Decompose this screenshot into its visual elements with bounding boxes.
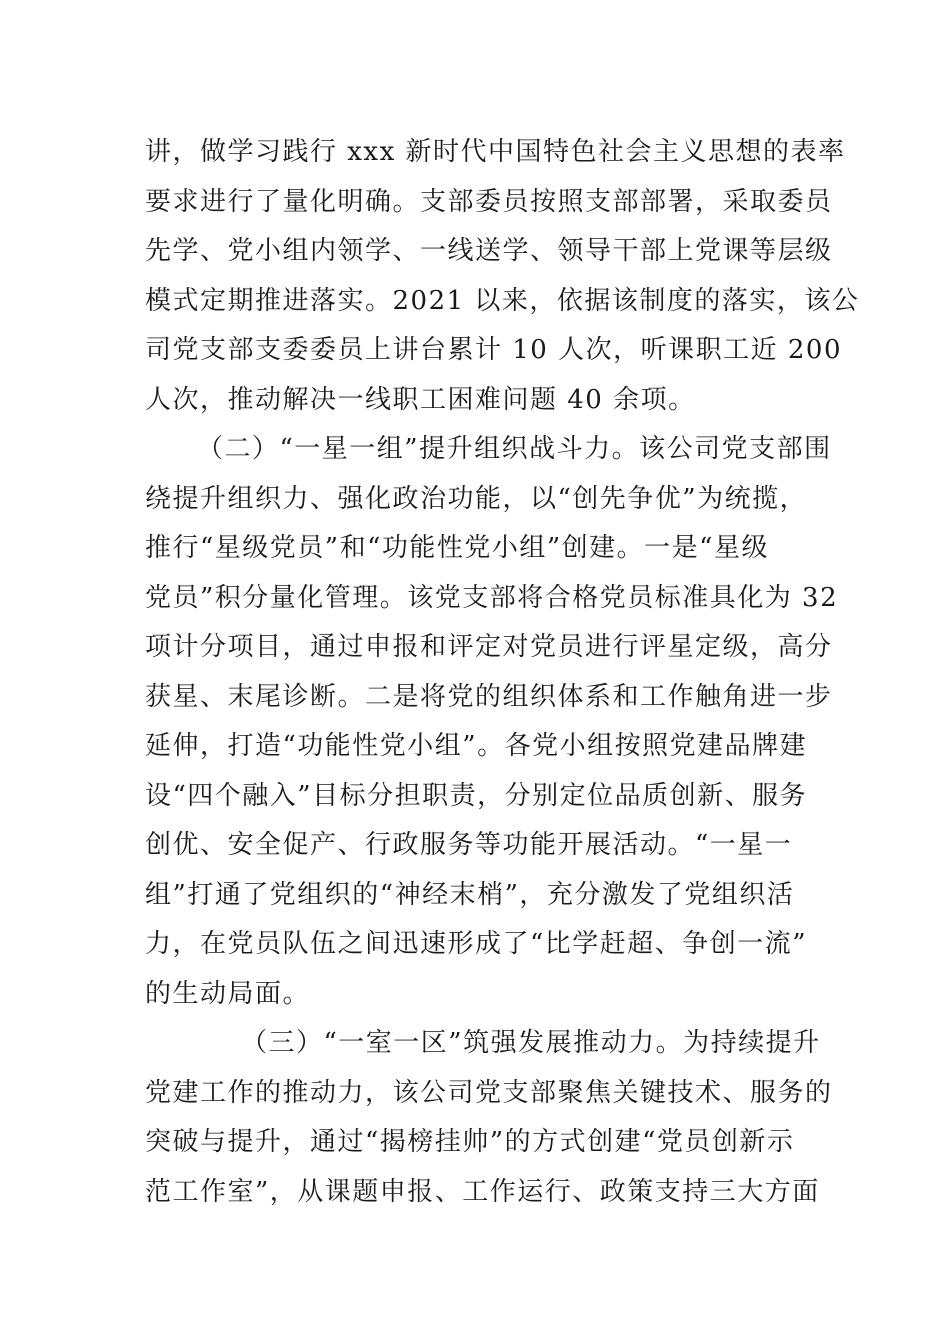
paragraph-2-line-4: 党员”积分量化管理。该党支部将合格党员标准具化为 32 (145, 582, 839, 613)
paragraph-3-line-1: （三）“一室一区”筑强发展推动力。为持续提升 (241, 1028, 821, 1058)
document-body (145, 128, 860, 1217)
paragraph-2-line-9: 创优、安全促产、行政服务等功能开展活动。“一星一 (145, 830, 793, 860)
paragraph-2-line-2: 绕提升组织力、强化政治功能，以“创先争优”为统揽， (145, 483, 808, 514)
paragraph-3-line-2: 党建工作的推动力，该公司党支部聚焦关键技术、服务的 (145, 1077, 833, 1108)
paragraph-2-line-6: 获星、末尾诊断。二是将党的组织体系和工作触角进一步 (145, 681, 833, 712)
paragraph-1-line-3: 先学、党小组内领学、一线送学、领导干部上党课等层级 (145, 236, 833, 266)
paragraph-2-line-12: 的生动局面。 (145, 978, 311, 1009)
paragraph-1-line-2: 要求进行了量化明确。支部委员按照支部部署，采取委员 (145, 186, 833, 217)
paragraph-3-line-3: 突破与提升，通过“揭榜挂帅”的方式创建“党员创新示 (145, 1127, 795, 1157)
paragraph-2-line-5: 项计分项目，通过申报和评定对党员进行评星定级，高分 (145, 632, 833, 662)
paragraph-1-line-1: 讲，做学习践行 xxx 新时代中国特色社会主义思想的表率 (145, 137, 846, 167)
paragraph-2-line-10: 组”打通了党组织的“神经末梢”，充分激发了党组织活 (145, 879, 795, 910)
paragraph-2-line-1: （二）“一星一组”提升组织战斗力。该公司党支部围 (197, 434, 832, 464)
paragraph-1-line-5: 司党支部支委委员上讲台累计 10 人次，听课职工近 200 (145, 335, 843, 365)
paragraph-2-line-3: 推行“星级党员”和“功能性党小组”创建。一是“星级 (145, 533, 769, 563)
paragraph-3-line-4: 范工作室”，从课题申报、工作运行、政策支持三大方面 (145, 1176, 820, 1207)
paragraph-2-line-11: 力，在党员队伍之间迅速形成了“比学赶超、争创一流” (145, 929, 808, 959)
paragraph-1-line-4: 模式定期推进落实。2021 以来，依据该制度的落实，该公 (145, 285, 860, 316)
paragraph-1-line-6: 人次，推动解决一线职工困难问题 40 余项。 (145, 384, 696, 415)
paragraph-2-line-8: 设“四个融入”目标分担职责，分别定位品质创新、服务 (145, 780, 808, 811)
paragraph-2-line-7: 延伸，打造“功能性党小组”。各党小组按照党建品牌建 (145, 731, 808, 761)
